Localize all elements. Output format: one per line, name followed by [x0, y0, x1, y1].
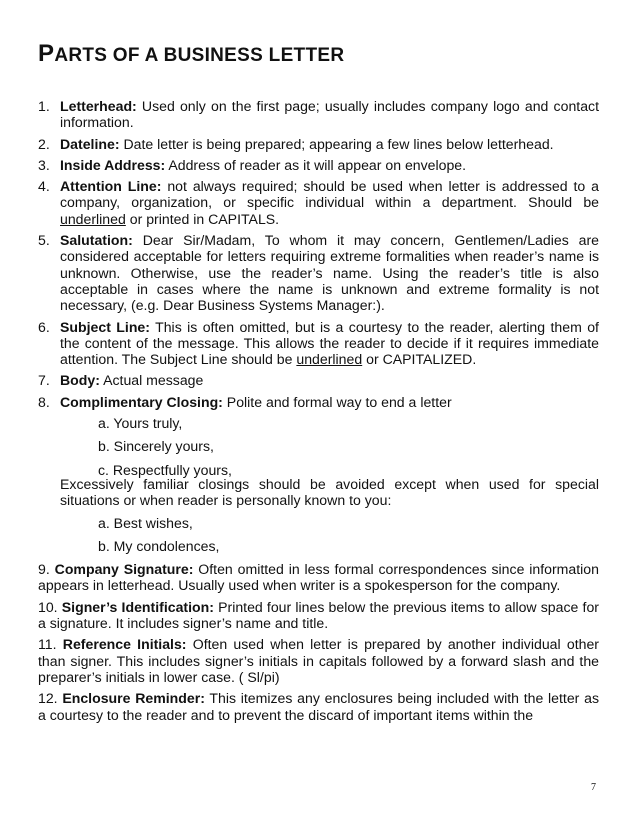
- parts-list: [38, 98, 599, 728]
- item-number: 1.: [38, 98, 50, 114]
- item-label: Reference Initials:: [62, 636, 187, 653]
- item-label: Letterhead:: [60, 98, 137, 114]
- item-number: 5.: [38, 232, 50, 249]
- list-item-subject-line: [38, 319, 599, 368]
- item-label: Complimentary Closing:: [60, 393, 223, 410]
- item-number: 2.: [38, 135, 50, 152]
- item-text: Dear Sir/Madam, To whom it may concern, Gentlemen/Ladies are considered acceptable for letters requiring extreme formalities when reader’s name is unknown. Otherwise, use the reader’s name. Using the reader’s title is also acceptable in cases where the name is unknown and extreme formality is not necessary, (e.g. Dear Business Systems Manager:).: [60, 232, 599, 314]
- list-item-inside-address: [38, 157, 599, 173]
- item-label: Salutation:: [60, 232, 133, 249]
- familiar-example: b. My condolences,: [98, 537, 220, 554]
- item-text: This itemizes any enclosures being included with the letter as a courtesy to the reader and to prevent the discard of important items within the: [38, 690, 599, 723]
- list-item-letterhead: [38, 98, 599, 131]
- page-number: 7: [591, 782, 596, 793]
- item-text: Actual message: [99, 372, 204, 389]
- item-text: Date letter is being prepared; appearing a few lines below letterhead.: [119, 135, 554, 152]
- item-text: Often used when letter is prepared by another individual other than signer. This includes signer’s initials in capitals followed by a forward slash and the preparer’s initials in lower case. ( Sl/pi): [38, 636, 599, 685]
- familiar-example: a. Best wishes,: [98, 514, 193, 531]
- item-label: Inside Address:: [60, 156, 166, 173]
- list-item-salutation: [38, 232, 599, 313]
- list-item-attention-line: [38, 178, 599, 227]
- item-text: Address of reader as it will appear on envelope.: [165, 156, 467, 173]
- item-number: 10.: [38, 598, 58, 615]
- closing-example: a. Yours truly,: [98, 415, 183, 432]
- item-number: 6.: [38, 318, 50, 335]
- item-number: 8.: [38, 393, 50, 410]
- item-text-end: or CAPITALIZED.: [362, 351, 477, 368]
- closing-example: c. Respectfully yours,: [98, 461, 232, 478]
- underlined-word: underlined: [60, 210, 126, 227]
- item-label: Company Signature:: [54, 561, 194, 578]
- item-label: Signer’s Identification:: [61, 598, 214, 615]
- underlined-word: underlined: [296, 351, 363, 368]
- item-text: Printed four lines below the previous items to allow space for a signature. It includes signer’s name and title.: [38, 598, 599, 632]
- item-text: Polite and formal way to end a letter: [222, 393, 452, 410]
- item-number: 7.: [38, 372, 50, 389]
- item-number: 4.: [38, 178, 50, 195]
- item-label: Dateline:: [60, 135, 120, 152]
- item-number: 12.: [38, 690, 58, 707]
- list-item-signers-identification: [38, 599, 599, 632]
- item-text: Often omitted in less formal correspondences since information appears in letterhead. Usually used when writer is a spokesperson for the company.: [38, 561, 599, 594]
- item-text: not always required; should be used when letter is addressed to a company, organization, or specific individual within a department. Should be: [60, 178, 600, 211]
- item-text-end: or printed in CAPITALS.: [125, 210, 280, 227]
- item-text: Used only on the first page; usually includes company logo and contact information.: [60, 98, 599, 131]
- list-item-body: [38, 372, 599, 388]
- title-rest: ARTS OF A BUSINESS LETTER: [54, 45, 345, 66]
- list-item-dateline: [38, 136, 599, 152]
- list-item-complimentary-closing: [38, 394, 599, 410]
- closing-example: b. Sincerely yours,: [98, 438, 214, 455]
- item-number: 11.: [38, 636, 57, 653]
- item-label: Enclosure Reminder:: [62, 690, 205, 707]
- familiar-closings-note: Excessively familiar closings should be avoided except when used for special situations or when reader is personally known to you:: [60, 475, 599, 509]
- list-item-reference-initials: [38, 636, 599, 685]
- list-item-enclosure-reminder: [38, 690, 599, 723]
- page-title: [38, 42, 344, 68]
- list-item-company-signature: [38, 561, 599, 594]
- item-label: Subject Line:: [60, 318, 150, 335]
- item-text: This is often omitted, but is a courtesy to the reader, alerting them of the content of the message. This allows the reader to decide if it requires immediate attention. The Subject Line should be: [60, 318, 599, 368]
- item-label: Attention Line:: [60, 178, 162, 195]
- item-label: Body:: [60, 372, 100, 389]
- title-initial: P: [38, 40, 55, 67]
- item-number: 9.: [38, 561, 50, 578]
- item-number: 3.: [38, 156, 50, 173]
